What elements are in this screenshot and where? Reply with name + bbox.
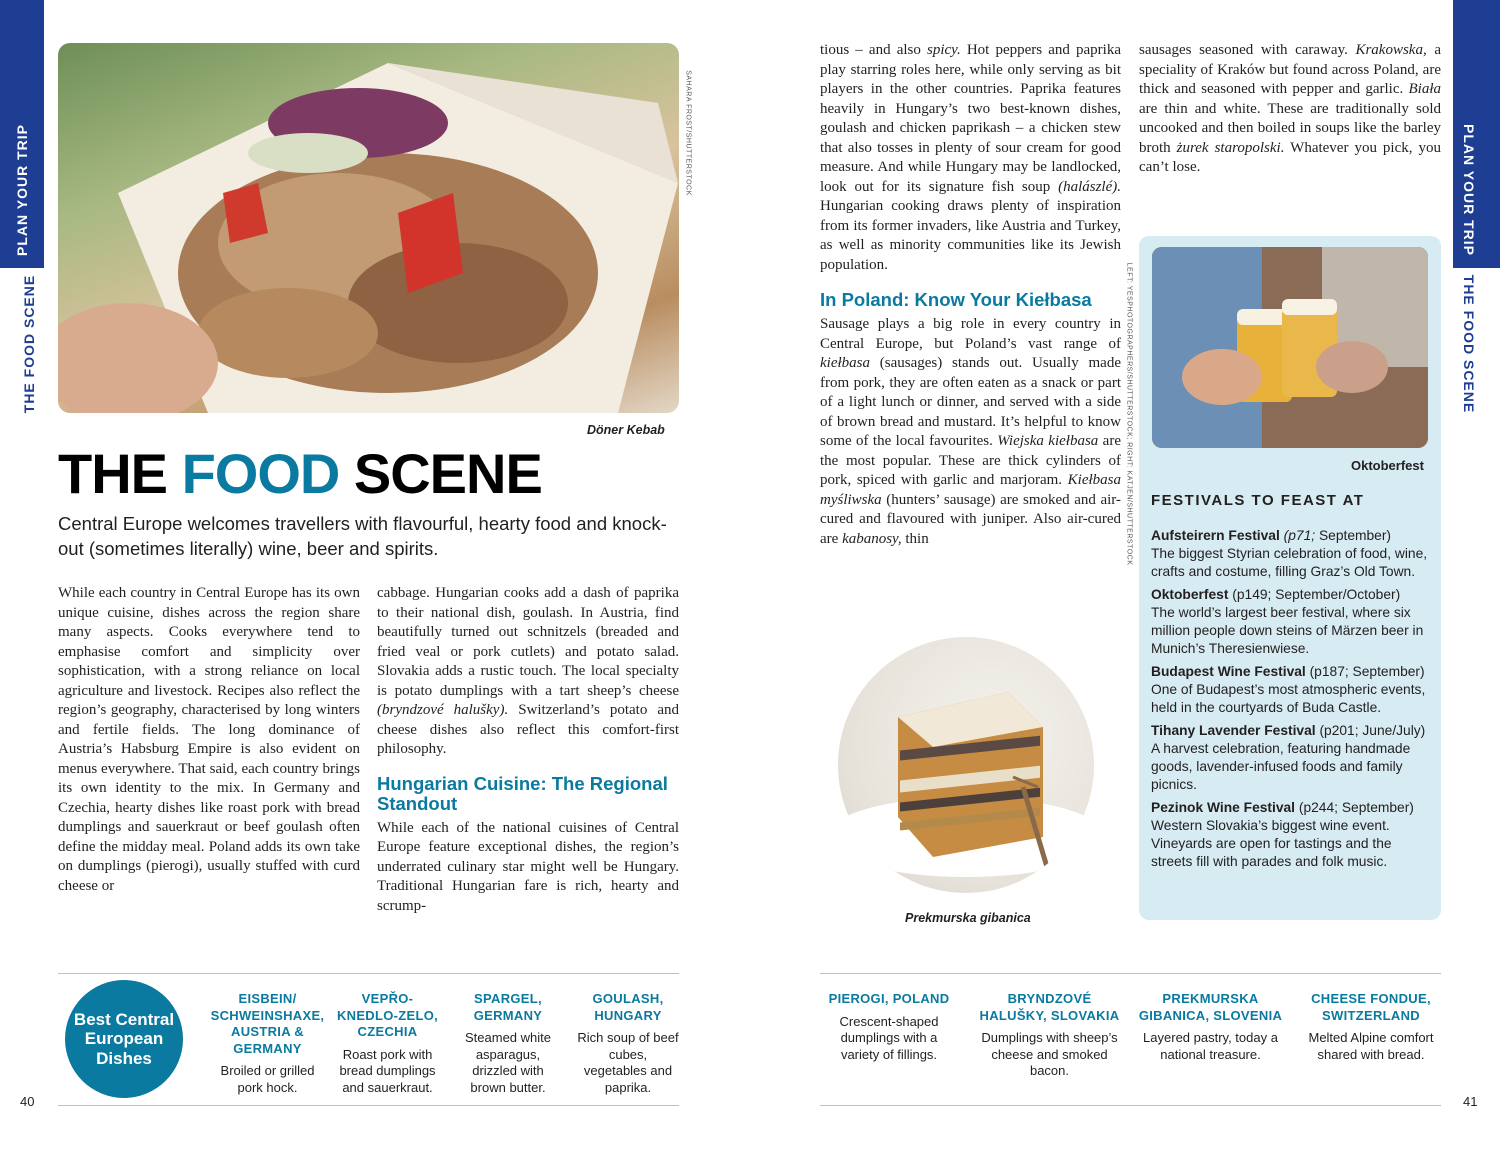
body-column-2: cabbage. Hungarian cooks add a dash of paprika to their national dish, goulash. In Austria, find beautifully turned out schnitzels (breaded and fried veal or pork cutlets) and potato salad. Slovakia adds a rustic touch. The local specialty is potato dumplings with a tart sheep’s cheese (bryndzové halušky). Switzerland’s potato and cheese dishes also reflect this comfort-first philosophy. Hungarian Cuisine: The Regional Standout While each of the national cuisines of Central Europe feature exceptional dishes, the region’s underrated culinary star might well be Hungary. Traditional Hungarian fare is rich, hearty and scrump- bbox=[377, 585, 679, 914]
lede-paragraph: Central Europe welcomes travellers with flavourful, hearty food and knock-out (sometimes literally) wine, beer and spirits. bbox=[58, 513, 667, 559]
photo-credit-middle: LEFT: YESPHOTOGRAPHERS/SHUTTERSTOCK; RIGHT: KATJEN/SHUTTERSTOCK bbox=[1125, 262, 1133, 566]
chapter-label-right: THE FOOD SCENE bbox=[1461, 274, 1477, 414]
body-column-1: While each country in Central Europe has its own unique cuisine, dishes across the region share many aspects. Cooks everywhere tend to emphasise comfort and simplicity over sophistication, with a strong reliance on local agriculture and livestock. Recipes also reflect the region’s geography, characterised by long winters and fertile fields. The long dominance of Austria’s Habsburg Empire is also evident on menus everywhere. That said, each country brings its own identity to the mix. In Germany and Czechia, hearty dishes like roast pork with bread dumplings and sauerkraut or beef goulash often define the midday meal. Poland adds its own take on dumplings (pierogi), usually stuffed with curd cheese or bbox=[58, 585, 360, 894]
festival-item: Budapest Wine Festival (p187; September) One of Budapest’s most atmospheric events, held in the courtyards of Buda Castle. bbox=[1151, 664, 1426, 715]
caption-kebab: Döner Kebab bbox=[587, 423, 665, 437]
festival-item: Tihany Lavender Festival (p201; June/July) A harvest celebration, featuring handmade goods, lavender-infused foods and family picnics. bbox=[1151, 723, 1426, 792]
divider bbox=[820, 1105, 1441, 1106]
caption-oktoberfest: Oktoberfest bbox=[1351, 458, 1424, 473]
oktoberfest-photo bbox=[1152, 247, 1428, 448]
subhead-poland-kielbasa: In Poland: Know Your Kiełbasa bbox=[820, 289, 1092, 310]
page-number-right: 41 bbox=[1463, 1094, 1478, 1109]
body-column-4: sausages seasoned with caraway. Krakowska, a speciality of Kraków but found across Poland, are thick and seasoned with pepper and garlic. Biała are thin and white. These are traditionally sold uncooked and then boiled in soups like the barley broth żurek staropolski. Whatever you pick, you can’t lose. bbox=[1139, 42, 1441, 175]
festival-item: Aufsteirern Festival (p71; September) The biggest Styrian celebration of food, wine, crafts and costume, filling Graz’s Old Town. bbox=[1151, 528, 1428, 579]
festivals-title: FESTIVALS TO FEAST AT bbox=[1151, 492, 1365, 509]
dish-item: SPARGEL, GERMANY Steamed white asparagus, drizzled with brown butter. bbox=[465, 991, 551, 1095]
festival-item: Oktoberfest (p149; September/October) The world’s largest beer festival, where six million people down steins of Märzen beer in Munich’s Theresienwiese. bbox=[1151, 587, 1424, 656]
divider bbox=[820, 973, 1441, 974]
page-number-left: 40 bbox=[20, 1094, 35, 1109]
subhead-hungarian-cuisine: Hungarian Cuisine: The Regional Standout bbox=[377, 772, 668, 814]
divider bbox=[58, 973, 679, 974]
dish-item: BRYNDZOVÉ HALUŠKY, SLOVAKIA Dumplings with sheep’s cheese and smoked bacon. bbox=[979, 991, 1120, 1078]
prekmurska-gibanica-photo bbox=[838, 637, 1094, 893]
divider bbox=[58, 1105, 679, 1106]
dish-item: CHEESE FONDUE, SWITZERLAND Melted Alpine comfort shared with bread. bbox=[1308, 991, 1434, 1062]
dish-item: EISBEIN/ SCHWEINSHAXE, AUSTRIA & GERMANY Broiled or grilled pork hock. bbox=[210, 991, 325, 1095]
festivals-list bbox=[1151, 527, 1431, 876]
body-column-3: tious – and also spicy. Hot peppers and paprika play starring roles here, while only serving as bit players in the other countries. Paprika features heavily in Hungary’s two best-known dishes, goulash and chicken paprikash – a chicken stew that also tosses in plenty of sour cream for good measure. And while Hungary may be landlocked, look out for its signature fish soup (halászlé). Hungarian cooking draws plenty of inspiration from its former invaders, like Austria and Turkey, as well as minority communities like its Jewish population. In Poland: Know Your Kiełbasa Sausage plays a big role in every country in Central Europe, but Poland’s vast range of kiełbasa (sausages) stands out. Usually made from pork, they are often eaten as a snack or part of a light lunch or dinner, and served with a side of brown bread and mustard. It’s helpful to know some of the local favourites. Wiejska kiełbasa are the most popular. These are thick cylinders of pork, spiced with garlic and marjoram. Kiełbasa myśliwska (hunters’ sausage) are smoked and air-cured and flavoured with juniper. Also air-cured are kabanosy, thin bbox=[820, 42, 1121, 547]
section-label-left: PLAN YOUR TRIP bbox=[14, 124, 30, 256]
dish-item: VEPŘO-KNEDLO-ZELO, CZECHIA Roast pork with bread dumplings and sauerkraut. bbox=[336, 991, 439, 1095]
best-dishes-badge: Best Central European Dishes bbox=[65, 980, 183, 1098]
dish-item: PIEROGI, POLAND Crescent-shaped dumplings with a variety of fillings. bbox=[828, 991, 950, 1062]
caption-gibanica: Prekmurska gibanica bbox=[905, 911, 1031, 925]
dish-item: PREKMURSKA GIBANICA, SLOVENIA Layered pastry, today a national treasure. bbox=[1138, 991, 1283, 1062]
doner-kebab-photo bbox=[58, 43, 679, 413]
festival-item: Pezinok Wine Festival (p244; September) Western Slovakia’s biggest wine event. Vineyards are open for tastings and the streets fill with parades and folk music. bbox=[1151, 800, 1414, 869]
page-title: THE FOOD SCENE bbox=[58, 442, 542, 505]
dish-item: GOULASH, HUNGARY Rich soup of beef cubes, vegetables and paprika. bbox=[577, 991, 679, 1095]
section-label-right: PLAN YOUR TRIP bbox=[1461, 124, 1477, 256]
chapter-label-left: THE FOOD SCENE bbox=[21, 274, 37, 414]
photo-credit-kebab: SAHARA FROST/SHUTTERSTOCK bbox=[684, 70, 692, 196]
